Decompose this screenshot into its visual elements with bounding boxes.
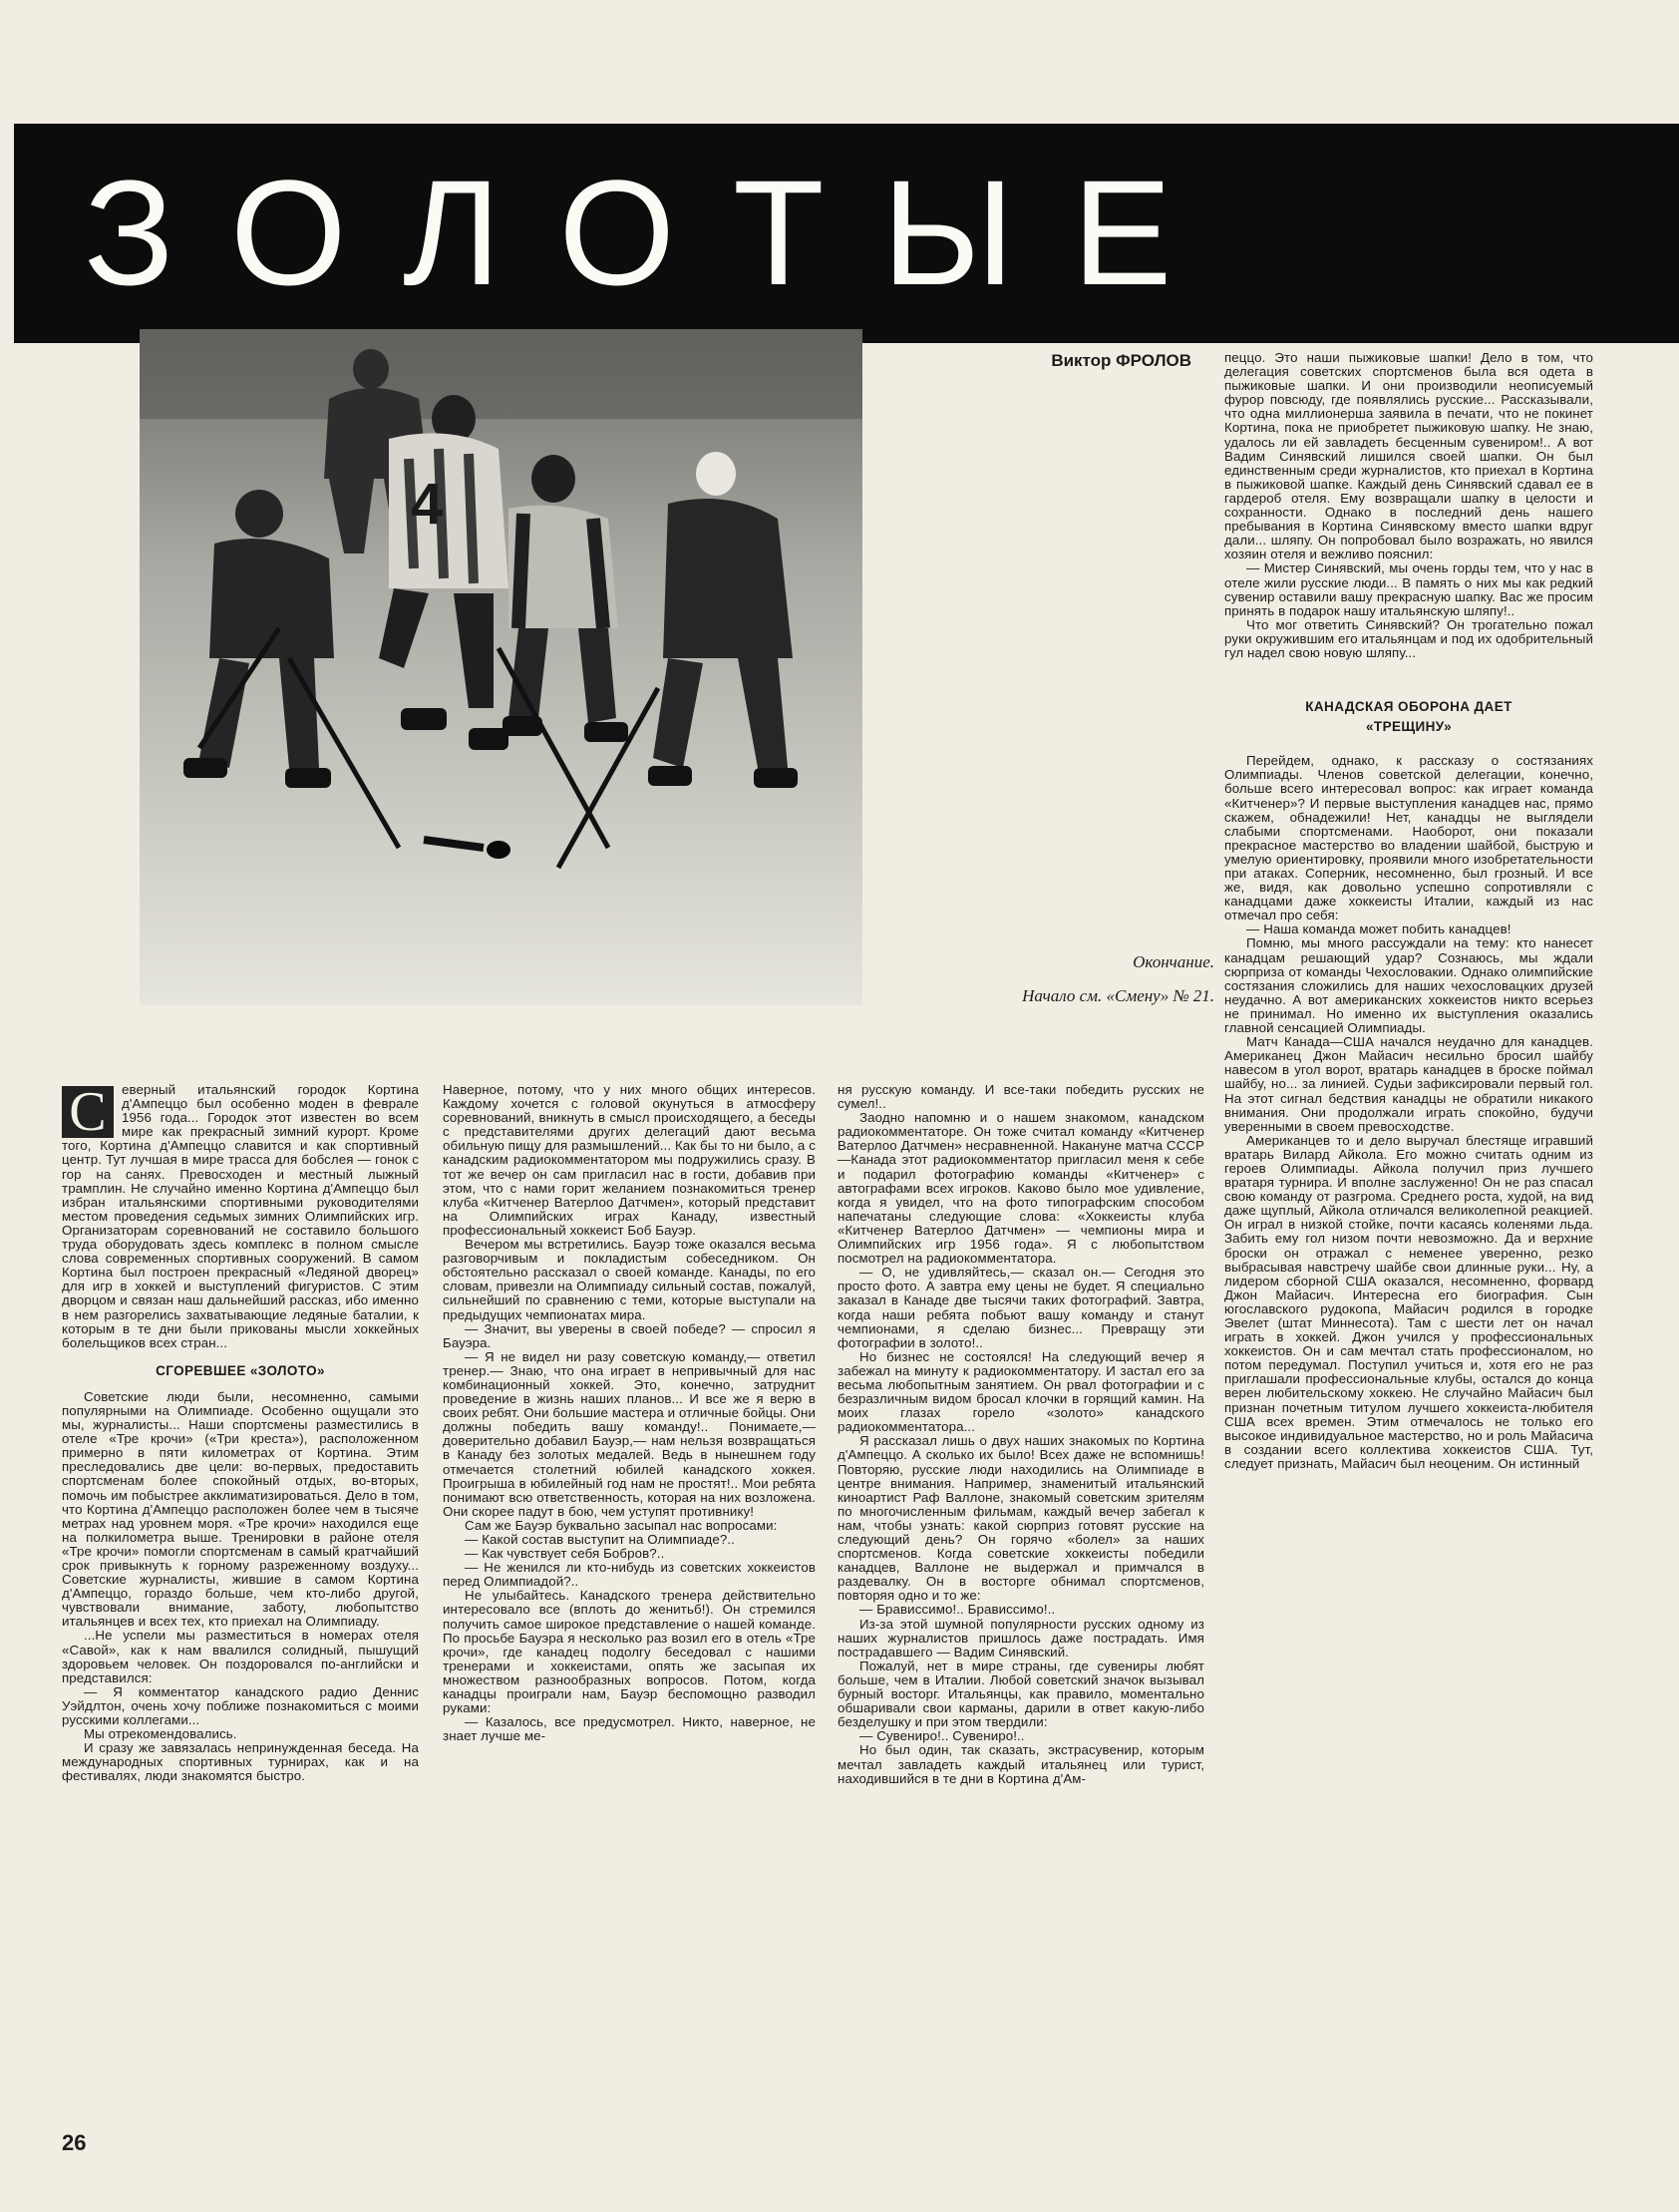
- caption-line-1: Окончание.: [1133, 952, 1214, 971]
- section-heading: КАНАДСКАЯ ОБОРОНА ДАЕТ: [1305, 699, 1512, 715]
- paragraph: [62, 1083, 419, 1350]
- hockey-players-image: [140, 329, 862, 1005]
- paragraph: Не улыбайтесь. Канадского тренера действительно интересовало все (вплоть до женитьб!). Он стремился получить самое широкое представление о нашей команде. По просьбе Бауэра я несколько раз возил его в отель «Тре крочи», где канадец подолгу беседовал с нашими тренерами и хоккеистами, опять же засыпая их множеством разнообразных вопросов. Потом, когда канадцы проиграли нам, Бауэр беспомощно разводил руками:: [443, 1588, 816, 1716]
- paragraph: — Я комментатор канадского радио Деннис Уэйдлтон, очень хочу поближе познакомиться с моими русскими коллегами...: [62, 1683, 419, 1728]
- byline-author: Виктор ФРОЛОВ: [1051, 351, 1191, 370]
- hockey-photo: [140, 329, 862, 1005]
- paragraph: И сразу же завязалась непринужденная беседа. На международных спортивных турнирах, как и на фестивалях, люди знакомятся быстро.: [62, 1740, 419, 1784]
- paragraph: — Не женился ли кто-нибудь из советских хоккеистов перед Олимпиадой?..: [443, 1560, 816, 1590]
- text-column-3: [838, 1083, 1204, 2040]
- paragraph: — Как чувствует себя Бобров?..: [465, 1546, 665, 1562]
- caption-line-2: Начало см. «Смену» № 21.: [1022, 986, 1214, 1005]
- paragraph: Но бизнес не состоялся! На следующий вечер я забежал на минуту к радиокомментатору. И застал его за весьма любопытным занятием. Он рвал фотографии и с безразличным видом бросал клочки в горящий камин. На моих глазах горело «золото» канадского радиокомментатора...: [838, 1348, 1204, 1435]
- paragraph: Американцев то и дело выручал блестяще игравший вратарь Вилард Айкола. Его можно считать одним из героев Олимпиады. Айкола получил приз лучшего вратаря турнира. И вполне заслуженно! Он не раз спасал свою команду от разгрома. Среднего роста, худой, на вид даже щуплый, Айкола отличался великолепной реакцией. Он играл в низкой стойке, почти касаясь коленями льда. Забить ему гол низом почти невозможно. Да и верхние броски он отражал с неменее уверенно, резко выбрасывая навстречу шайбе свои длинные руки... Ну, а лидером сборной США оказался, несомненно, форвард Джон Майасич. Интересна его биография. Сын югославского рудокопа, Майасич родился в городке Эвелет (штат Миннесота). Там с шести лет он начал играть в хоккей. Джон учился у профессиональных хоккеистов. Он и сам мечтал стать профессионалом, но потом передумал. Поступил учиться и, хотя его не раз приглашали профессиональные клубы, остался до конца верен любительскому хоккею. Не случайно Майасич был признан почетным титулом лучшего хоккеиста-любителя США всех времен. Этим отмечалось не только его высокое индивидуальное мастерство, но и роль Майасича в создании всего коллектива хоккеистов США. Тут, следует признать, Майасич был неоценим. Он истинный: [1224, 1132, 1593, 1471]
- paragraph: Перейдем, однако, к рассказу о состязаниях Олимпиады. Членов советской делегации, конечно, больше всего интересовал вопрос: как играет команда «Китченер»? И первые выступления канадцев нас, прямо скажем, обнадежили! Нет, канадцы не выглядели слабыми спортсменами. Наоборот, они показали прекрасное мастерство во владении шайбой, быструю и умелую ориентировку, проявили много изобретательности при атаках. Соперник, несомненно, был грозный. И все же, видя, как довольно успешно сопротивляли с канадцами даже хоккеисты Италии, каждый из нас отмечал про себя:: [1224, 753, 1593, 923]
- paragraph: — Мистер Синявский, мы очень горды тем, что у нас в отеле жили русские люди... В память о них мы как редкий сувенир оставили вашу прекрасную шапку. Вас же просим принять в подарок нашу итальянскую шляпу!..: [1224, 560, 1593, 618]
- paragraph: — Наша команда может побить канадцев!: [1246, 922, 1511, 937]
- paragraph-text: еверный итальянский городок Кортина д'Ампеццо был особенно моден в феврале 1956 года... Городок этот известен во всем мире как прекрасный зимний курорт. Кроме того, Кортина д'Ампеццо славится и как спортивный центр. Тут лучшая в мире трасса для бобслея — гонок с гор на санях. Превосходен и местный лыжный трамплин. Не случайно именно Кортина д'Ампеццо был избран итальянскими спортивными руководителями местом проведения седьмых зимних Олимпийских игр. Организаторам соревнований не составило большого труда оборудовать здесь комплекс в полном смысле слова современных спортивных сооружений. В самом Кортина был построен прекрасный «Ледяной дворец» для игр в хоккей и выступлений фигуристов. С этим дворцом и связан наш дальнейший рассказ, ибо именно в нем разгорелись захватывающие ледяные баталии, к которым в те дни были прикованы мысли хоккейных болельщиков всех стран...: [62, 1083, 419, 1350]
- paragraph: Заодно напомню и о нашем знакомом, канадском радиокомментаторе. Он тоже считал команду «Китченер Ватерлоо Датчмен» несравненной. Накануне матча СССР—Канада этот радиокомментатор пригласил меня к себе и подарил фотографию команды «Китченер» с автографами всех игроков. Каково было мое удивление, когда я увидел, что на фото типографским способом напечатаны следующие слова: «Хоккеисты клуба «Китченер Ватерлоо Датчмен» — чемпионы мира и Олимпийских игр 1956 года». Я с любопытством посмотрел на радиокомментатора.: [838, 1110, 1204, 1267]
- text-column-2: [443, 1083, 816, 2040]
- paragraph: пеццо. Это наши пыжиковые шапки! Дело в том, что делегация советских спортсменов была вся одета в пыжиковые шапки. И они производили неописуемый фурор повсюду, где появлялись русские... Рассказывали, что одна миллионерша заявила в печати, что не покинет Кортина, пока не приобретет пыжиковую шапку. Не знаю, удалось ли ей завладеть бесценным сувениром!.. А вот Вадим Синявский лишился своей шапки. Он был единственным среди журналистов, кто приехал в Кортина в пыжиковой шапке. Каждый день Синявский сдавал ее в гардероб отеля. Ему возвращали шапку в целости и сохранности. Однако в последний день нашего пребывания в Кортина Синявскому вместо шапки вдруг дали... шляпу. Он попробовал было возражать, но явился хозяин отеля и вежливо пояснил:: [1224, 351, 1593, 562]
- text-column-1: [62, 1083, 419, 2023]
- paragraph: Помню, мы много рассуждали на тему: кто нанесет канадцам решающий удар? Сознаюсь, мы ждали сюрприза от команды Чехословакии. Однако олимпийские состязания сложились для наших чехословацких друзей неудачно. А вот американских хоккеистов никто всерьез не принимал. Но именно их выступления оказались главной сенсацией Олимпиады.: [1224, 935, 1593, 1036]
- paragraph: Сам же Бауэр буквально засыпал нас вопросами:: [465, 1517, 778, 1533]
- paragraph: ...Не успели мы разместиться в номерах отеля «Савой», как к нам ввалился солидный, пышущий здоровьем человек. Он поздоровался по-английски и представился:: [62, 1628, 419, 1685]
- paragraph: Вечером мы встретились. Бауэр тоже оказался весьма разговорчивым и покладистым собеседником. Он обстоятельно рассказал о своей команде. Канады, по его словам, привезли на Олимпиаду сильный состав, пожалуй, сильнейший по сравнению с теми, которые выступали на предыдущих чемпионатах мира.: [443, 1237, 816, 1322]
- page-number: 26: [62, 2130, 87, 2155]
- svg-text:4: 4: [411, 472, 444, 537]
- paragraph: Но был один, так сказать, экстрасувенир, которым мечтал завладеть каждый итальянец или турист, находившийся в те дни в Кортина д'Ам-: [838, 1742, 1204, 1786]
- paragraph: — Значит, вы уверены в своей победе? — спросил я Бауэра.: [443, 1320, 816, 1350]
- paragraph: Пожалуй, нет в мире страны, где сувениры любят больше, чем в Италии. Любой советский значок вызывал бурный восторг. Итальянцы, как правило, моментально обшаривали свои карманы, дарили в ответ какую-либо безделушку и при этом твердили:: [838, 1658, 1204, 1730]
- paragraph: — Сувениро!.. Сувениро!..: [859, 1728, 1025, 1744]
- paragraph: — Какой состав выступит на Олимпиаде?..: [465, 1532, 735, 1547]
- section-heading: СГОРЕВШЕЕ «ЗОЛОТО»: [156, 1362, 325, 1378]
- paragraph: ня русскую команду. И все-таки победить русских не сумел!..: [838, 1083, 1204, 1112]
- continuation-caption: [877, 945, 1214, 1013]
- paragraph: — Казалось, все предусмотрел. Никто, наверное, не знает лучше ме-: [443, 1714, 816, 1744]
- paragraph: Матч Канада—США начался неудачно для канадцев. Американец Джон Майасич несильно бросил шайбу навесом в угол ворот, вратарь канадцев в броске поймал шайбу, но... за линией. Судьи зафиксировали первый гол. На этот сигнал бедствия канадцы не обратили никакого внимания. Они продолжали играть спокойно, будучи уверенными в своем превосходстве.: [1224, 1034, 1593, 1134]
- section-heading-continued: «ТРЕЩИНУ»: [1366, 719, 1452, 735]
- drop-cap: С: [62, 1086, 114, 1138]
- paragraph: Что мог ответить Синявский? Он трогательно пожал руки окружившим его итальянцам и под их одобрительный гул надел свою новую шляпу...: [1224, 616, 1593, 660]
- paragraph: Я рассказал лишь о двух наших знакомых по Кортина д'Ампеццо. А сколько их было! Всех даже не вспомнишь! Повторяю, русские люди находились на Олимпиаде в центре внимания. Например, знаменитый итальянский киноартист Раф Валлоне, знакомый советским зрителям по многочисленным фильмам, каждый вечер забегал к нам, чтобы узнать: какой сюрприз готовят русские на следующий день? Он горячо «болел» за наших спортсменов. Когда советские хоккеисты победили канадцев, Валлоне не выдержал и примчался в раздевалку. Он в восторге обнимал спортсменов, повторяя одно и то же:: [838, 1433, 1204, 1604]
- paragraph: — Я не видел ни разу советскую команду,— ответил тренер.— Знаю, что она играет в непривычный для нас комбинационный хоккей. Это, конечно, затруднит проведение в жизнь наших планов... И все же я верю в своих ребят. Они большие мастера и отличные бойцы. Они должны победить вашу команду!.. Понимаете,— доверительно добавил Бауэр,— нам нельзя возвращаться в Канаду без золотых медалей. Ведь в нынешнем году отмечается столетний юбилей канадского хоккея. Проигрыша в юбилейный год нам не простят!.. Мои ребята понимают всю ответственность, которая на них возложена. Они скорее падут в бою, чем уступят противнику!: [443, 1348, 816, 1519]
- paragraph: — Брависсимо!.. Брависсимо!..: [859, 1602, 1056, 1618]
- text-column-4: [1224, 351, 1593, 2042]
- article-title: ЗОЛОТЫЕ: [84, 149, 1230, 316]
- paragraph: Из-за этой шумной популярности русских одному из наших журналистов пришлось даже пострадать. Имя пострадавшего — Вадим Синявский.: [838, 1616, 1204, 1659]
- paragraph: Советские люди были, несомненно, самыми популярными на Олимпиаде. Особенно ощущали это мы, журналисты... Наши спортсмены разместились в отеле «Тре крочи» («Три креста»), расположенном примерно в пяти километрах от Кортина. Этим преследовались две цели: во-первых, предоставить спортсменам более спокойный отдых, во-вторых, помочь им побыстрее акклиматизироваться. Дело в том, что Кортина д'Ампеццо расположен более чем в тысяче метрах над уровнем моря. «Тре крочи» находился еще на полкилометра выше. Тренировки в районе отеля «Тре крочи» помогли спортсменам в самый кратчайший срок привыкнуть к горному разреженному воздуху... Советские журналисты, жившие в самом Кортина д'Ампеццо, гораздо больше, чем кто-либо другой, чувствовали внимание, заботу, любопытство итальянцев и всех тех, кто приехал на Олимпиаду.: [62, 1388, 419, 1630]
- paragraph: Наверное, потому, что у них много общих интересов. Каждому хочется с головой окунуться в атмосферу соревнований, вникнуть в смысл происходящего, а беседы с представителями других делегаций дают весьма обильную пищу для размышлений... Как бы то ни было, а с канадским радиокомментатором мы подружились сразу. В тот же вечер он сам пригласил нас в гости, добавив при этом, что с нами горит желанием познакомиться тренер клуба «Китченер Ватерлоо Датчмен», который представит на Олимпийских играх Канаду, известный профессиональный хоккеист Боб Бауэр.: [443, 1083, 816, 1238]
- paragraph: Мы отрекомендовались.: [84, 1726, 237, 1742]
- paragraph: — О, не удивляйтесь,— сказал он.— Сегодня это просто фото. А завтра ему цены не будет. Я специально заказал в Канаде две тысячи таких фотографий. Завтра, когда наши ребята побьют вашу команду и станут чемпионами, я сделаю бизнес... Превращу эти фотографии в золото!..: [838, 1265, 1204, 1350]
